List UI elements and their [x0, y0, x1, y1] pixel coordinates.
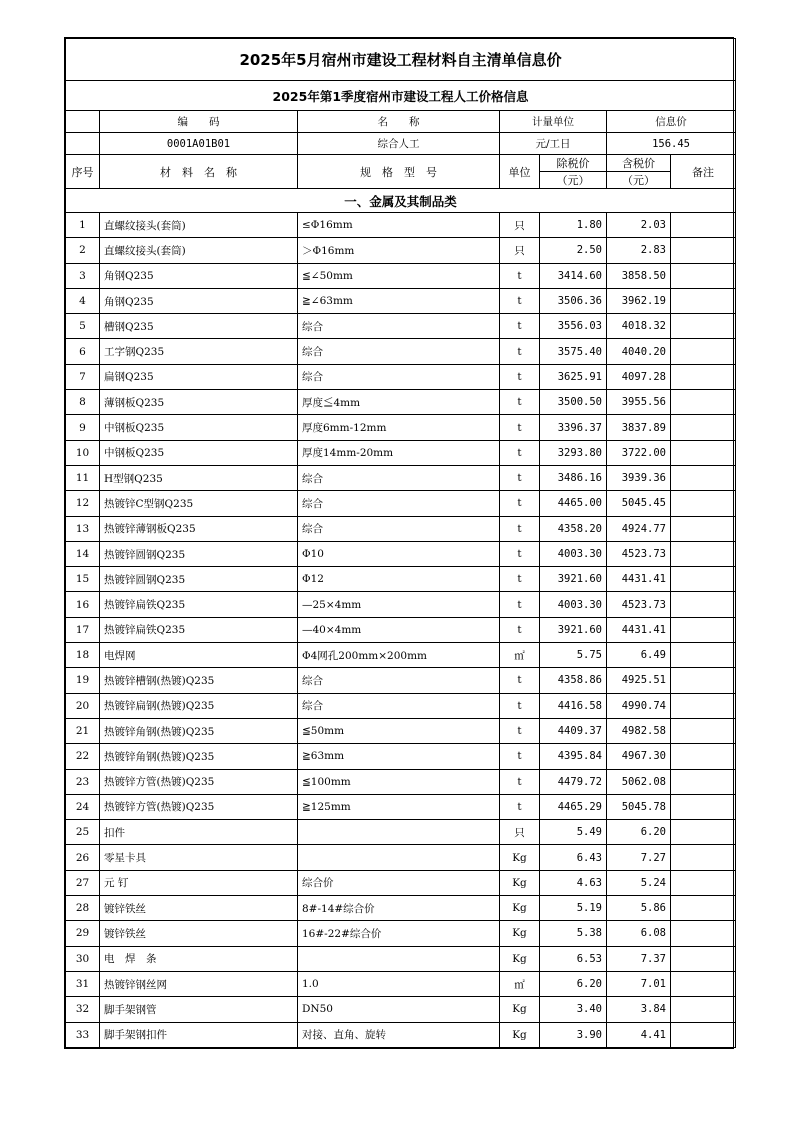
row-note [671, 263, 736, 288]
row-spec: Φ12 [298, 567, 500, 592]
row-note [671, 390, 736, 415]
row-in-tax-price: 6.08 [607, 921, 671, 946]
row-no: 31 [66, 971, 100, 996]
row-unit: t [500, 288, 540, 313]
row-unit: t [500, 769, 540, 794]
row-spec: 综合 [298, 465, 500, 490]
row-unit: ㎡ [500, 643, 540, 668]
row-unit: Kg [500, 896, 540, 921]
row-material-name: 槽钢Q235 [100, 314, 298, 339]
table-row [66, 314, 736, 339]
row-note [671, 921, 736, 946]
row-in-tax-price: 4523.73 [607, 541, 671, 566]
row-in-tax-price: 6.49 [607, 643, 671, 668]
row-spec [298, 820, 500, 845]
row-no: 14 [66, 541, 100, 566]
table-row [66, 946, 736, 971]
table-row [66, 668, 736, 693]
row-material-name: 电 焊 条 [100, 946, 298, 971]
row-unit: t [500, 668, 540, 693]
row-in-tax-price: 4982.58 [607, 718, 671, 743]
row-no: 12 [66, 491, 100, 516]
row-spec: DN50 [298, 997, 500, 1022]
row-spec: ≧63mm [298, 744, 500, 769]
row-ex-tax-price: 5.75 [540, 643, 607, 668]
row-in-tax-price: 7.27 [607, 845, 671, 870]
row-in-tax-price: 6.20 [607, 820, 671, 845]
row-spec: 厚度≦4mm [298, 390, 500, 415]
row-no: 21 [66, 718, 100, 743]
labor-name-header: 名 称 [298, 111, 500, 133]
row-no: 15 [66, 567, 100, 592]
category-title: 一、金属及其制品类 [66, 189, 736, 213]
row-material-name: 热镀锌扁钢(热镀)Q235 [100, 693, 298, 718]
row-note [671, 820, 736, 845]
row-note [671, 314, 736, 339]
row-in-tax-price: 3955.56 [607, 390, 671, 415]
table-row [66, 390, 736, 415]
row-in-tax-price: 3837.89 [607, 415, 671, 440]
row-unit: Kg [500, 845, 540, 870]
row-material-name: 中钢板Q235 [100, 415, 298, 440]
row-note [671, 946, 736, 971]
row-ex-tax-price: 3500.50 [540, 390, 607, 415]
row-ex-tax-price: 4465.29 [540, 794, 607, 819]
row-ex-tax-price: 1.80 [540, 213, 607, 238]
row-material-name: 热镀锌薄钢板Q235 [100, 516, 298, 541]
row-spec: ≦50mm [298, 718, 500, 743]
labor-price-header: 信息价 [607, 111, 736, 133]
table-row [66, 516, 736, 541]
row-unit: Kg [500, 921, 540, 946]
row-note [671, 997, 736, 1022]
row-no: 8 [66, 390, 100, 415]
row-in-tax-price: 5045.78 [607, 794, 671, 819]
row-in-tax-price: 3858.50 [607, 263, 671, 288]
row-material-name: 零星卡具 [100, 845, 298, 870]
row-material-name: 角钢Q235 [100, 288, 298, 313]
row-unit: t [500, 263, 540, 288]
row-in-tax-price: 4924.77 [607, 516, 671, 541]
row-material-name: 镀锌铁丝 [100, 921, 298, 946]
row-no: 17 [66, 617, 100, 642]
row-in-tax-price: 4431.41 [607, 567, 671, 592]
row-spec: ≦100mm [298, 769, 500, 794]
col-note-header: 备注 [671, 155, 736, 189]
row-in-tax-price: 5.86 [607, 896, 671, 921]
table-row [66, 213, 736, 238]
table-row [66, 567, 736, 592]
row-in-tax-price: 2.83 [607, 238, 671, 263]
row-material-name: 镀锌铁丝 [100, 896, 298, 921]
row-spec: —25×4mm [298, 592, 500, 617]
row-no: 28 [66, 896, 100, 921]
table-row [66, 820, 736, 845]
labor-price: 156.45 [607, 133, 736, 155]
row-ex-tax-price: 4003.30 [540, 541, 607, 566]
table-row [66, 693, 736, 718]
row-material-name: 脚手架钢管 [100, 997, 298, 1022]
row-in-tax-price: 4097.28 [607, 364, 671, 389]
row-no: 26 [66, 845, 100, 870]
page-title: 2025年5月宿州市建设工程材料自主清单信息价 [66, 39, 736, 81]
row-note [671, 516, 736, 541]
table-row [66, 997, 736, 1022]
row-material-name: 热镀锌圆钢Q235 [100, 567, 298, 592]
price-sheet [64, 37, 734, 1049]
table-row [66, 794, 736, 819]
row-ex-tax-price: 3506.36 [540, 288, 607, 313]
table-row [66, 896, 736, 921]
blank-cell [66, 133, 100, 155]
row-ex-tax-price: 6.53 [540, 946, 607, 971]
table-row [66, 440, 736, 465]
col-ex-tax-unit: （元） [540, 172, 607, 189]
row-in-tax-price: 3939.36 [607, 465, 671, 490]
row-note [671, 845, 736, 870]
row-ex-tax-price: 4416.58 [540, 693, 607, 718]
row-spec: 厚度6mm-12mm [298, 415, 500, 440]
table-row [66, 491, 736, 516]
row-material-name: 热镀锌方管(热镀)Q235 [100, 769, 298, 794]
row-no: 19 [66, 668, 100, 693]
row-unit: Kg [500, 870, 540, 895]
row-ex-tax-price: 6.20 [540, 971, 607, 996]
labor-section-title: 2025年第1季度宿州市建设工程人工价格信息 [66, 81, 736, 111]
row-in-tax-price: 4967.30 [607, 744, 671, 769]
row-spec: 厚度14mm-20mm [298, 440, 500, 465]
row-material-name: 脚手架钢扣件 [100, 1022, 298, 1047]
col-ex-tax-header: 除税价 [540, 155, 607, 172]
row-spec: ≤Φ16mm [298, 213, 500, 238]
row-no: 9 [66, 415, 100, 440]
row-note [671, 339, 736, 364]
row-unit: t [500, 465, 540, 490]
row-spec: 综合价 [298, 870, 500, 895]
row-spec [298, 946, 500, 971]
row-unit: t [500, 744, 540, 769]
row-ex-tax-price: 5.19 [540, 896, 607, 921]
row-note [671, 870, 736, 895]
row-note [671, 1022, 736, 1047]
row-spec: 综合 [298, 339, 500, 364]
row-ex-tax-price: 4409.37 [540, 718, 607, 743]
row-unit: Kg [500, 1022, 540, 1047]
table-row [66, 744, 736, 769]
row-spec: 8#-14#综合价 [298, 896, 500, 921]
row-ex-tax-price: 3293.80 [540, 440, 607, 465]
row-unit: 只 [500, 238, 540, 263]
row-unit: t [500, 541, 540, 566]
col-unit-header: 单位 [500, 155, 540, 189]
row-note [671, 617, 736, 642]
row-ex-tax-price: 3921.60 [540, 617, 607, 642]
row-unit: t [500, 592, 540, 617]
row-in-tax-price: 4431.41 [607, 617, 671, 642]
row-material-name: 热镀锌槽钢(热镀)Q235 [100, 668, 298, 693]
row-note [671, 769, 736, 794]
row-note [671, 491, 736, 516]
row-in-tax-price: 3722.00 [607, 440, 671, 465]
row-unit: t [500, 440, 540, 465]
row-note [671, 693, 736, 718]
row-unit: t [500, 794, 540, 819]
row-no: 22 [66, 744, 100, 769]
row-no: 2 [66, 238, 100, 263]
row-in-tax-price: 4523.73 [607, 592, 671, 617]
row-ex-tax-price: 3.90 [540, 1022, 607, 1047]
row-in-tax-price: 4990.74 [607, 693, 671, 718]
price-table [65, 38, 736, 1048]
row-ex-tax-price: 3486.16 [540, 465, 607, 490]
col-no-header: 序号 [66, 155, 100, 189]
table-row [66, 870, 736, 895]
row-unit: t [500, 567, 540, 592]
row-unit: t [500, 617, 540, 642]
row-unit: t [500, 364, 540, 389]
row-ex-tax-price: 4003.30 [540, 592, 607, 617]
row-material-name: 元 钉 [100, 870, 298, 895]
row-material-name: 直螺纹接头(套筒) [100, 213, 298, 238]
labor-code-header: 编 码 [100, 111, 298, 133]
row-material-name: 中钢板Q235 [100, 440, 298, 465]
row-ex-tax-price: 3556.03 [540, 314, 607, 339]
labor-code: 0001A01B01 [100, 133, 298, 155]
row-spec: 1.0 [298, 971, 500, 996]
row-material-name: 热镀锌C型钢Q235 [100, 491, 298, 516]
row-spec: 综合 [298, 314, 500, 339]
row-no: 27 [66, 870, 100, 895]
table-row [66, 971, 736, 996]
row-note [671, 213, 736, 238]
row-spec: 综合 [298, 693, 500, 718]
row-no: 25 [66, 820, 100, 845]
table-row [66, 238, 736, 263]
row-ex-tax-price: 4479.72 [540, 769, 607, 794]
row-ex-tax-price: 3.40 [540, 997, 607, 1022]
table-row [66, 465, 736, 490]
row-note [671, 238, 736, 263]
row-ex-tax-price: 5.38 [540, 921, 607, 946]
labor-unit-header: 计量单位 [500, 111, 607, 133]
row-note [671, 794, 736, 819]
row-ex-tax-price: 4395.84 [540, 744, 607, 769]
row-note [671, 668, 736, 693]
blank-cell [66, 111, 100, 133]
table-row [66, 541, 736, 566]
table-row [66, 263, 736, 288]
row-note [671, 541, 736, 566]
row-no: 20 [66, 693, 100, 718]
row-unit: t [500, 415, 540, 440]
table-row [66, 288, 736, 313]
row-material-name: 热镀锌扁铁Q235 [100, 592, 298, 617]
col-spec-header: 规 格 型 号 [298, 155, 500, 189]
row-in-tax-price: 3962.19 [607, 288, 671, 313]
row-unit: Kg [500, 997, 540, 1022]
row-material-name: 工字钢Q235 [100, 339, 298, 364]
row-in-tax-price: 3.84 [607, 997, 671, 1022]
row-note [671, 288, 736, 313]
row-ex-tax-price: 5.49 [540, 820, 607, 845]
row-ex-tax-price: 4.63 [540, 870, 607, 895]
row-note [671, 415, 736, 440]
row-no: 32 [66, 997, 100, 1022]
row-ex-tax-price: 4465.00 [540, 491, 607, 516]
row-note [671, 896, 736, 921]
table-row [66, 339, 736, 364]
col-material-header: 材 料 名 称 [100, 155, 298, 189]
row-ex-tax-price: 4358.20 [540, 516, 607, 541]
table-row [66, 415, 736, 440]
row-note [671, 744, 736, 769]
col-in-tax-header: 含税价 [607, 155, 671, 172]
row-unit: t [500, 491, 540, 516]
row-unit: 只 [500, 820, 540, 845]
row-material-name: 热镀锌扁铁Q235 [100, 617, 298, 642]
row-material-name: 热镀锌钢丝网 [100, 971, 298, 996]
row-in-tax-price: 4.41 [607, 1022, 671, 1047]
labor-name: 综合人工 [298, 133, 500, 155]
row-material-name: H型钢Q235 [100, 465, 298, 490]
row-spec: ＞Φ16mm [298, 238, 500, 263]
table-row [66, 718, 736, 743]
row-ex-tax-price: 4358.86 [540, 668, 607, 693]
row-in-tax-price: 4018.32 [607, 314, 671, 339]
row-material-name: 热镀锌角钢(热镀)Q235 [100, 744, 298, 769]
row-in-tax-price: 4040.20 [607, 339, 671, 364]
row-ex-tax-price: 3921.60 [540, 567, 607, 592]
row-no: 4 [66, 288, 100, 313]
row-unit: t [500, 718, 540, 743]
row-in-tax-price: 7.37 [607, 946, 671, 971]
row-spec: 综合 [298, 491, 500, 516]
row-material-name: 扁钢Q235 [100, 364, 298, 389]
row-material-name: 直螺纹接头(套筒) [100, 238, 298, 263]
row-in-tax-price: 7.01 [607, 971, 671, 996]
row-ex-tax-price: 2.50 [540, 238, 607, 263]
table-row [66, 921, 736, 946]
row-in-tax-price: 5062.08 [607, 769, 671, 794]
row-note [671, 643, 736, 668]
row-note [671, 465, 736, 490]
row-material-name: 热镀锌圆钢Q235 [100, 541, 298, 566]
row-material-name: 角钢Q235 [100, 263, 298, 288]
table-row [66, 643, 736, 668]
row-unit: t [500, 339, 540, 364]
row-note [671, 364, 736, 389]
table-row [66, 364, 736, 389]
row-in-tax-price: 5.24 [607, 870, 671, 895]
row-unit: ㎡ [500, 971, 540, 996]
row-spec: 16#-22#综合价 [298, 921, 500, 946]
row-spec [298, 845, 500, 870]
row-no: 11 [66, 465, 100, 490]
row-in-tax-price: 2.03 [607, 213, 671, 238]
col-in-tax-unit: （元） [607, 172, 671, 189]
row-note [671, 567, 736, 592]
row-no: 5 [66, 314, 100, 339]
row-spec: ≧∠63mm [298, 288, 500, 313]
row-ex-tax-price: 6.43 [540, 845, 607, 870]
row-no: 3 [66, 263, 100, 288]
labor-unit: 元/工日 [500, 133, 607, 155]
row-material-name: 热镀锌方管(热镀)Q235 [100, 794, 298, 819]
row-spec: Φ4网孔200mm×200mm [298, 643, 500, 668]
row-no: 7 [66, 364, 100, 389]
row-no: 1 [66, 213, 100, 238]
row-no: 29 [66, 921, 100, 946]
row-unit: t [500, 390, 540, 415]
row-ex-tax-price: 3625.91 [540, 364, 607, 389]
row-no: 24 [66, 794, 100, 819]
table-row [66, 769, 736, 794]
row-no: 6 [66, 339, 100, 364]
row-spec: 对接、直角、旋转 [298, 1022, 500, 1047]
row-material-name: 热镀锌角钢(热镀)Q235 [100, 718, 298, 743]
row-no: 13 [66, 516, 100, 541]
table-row [66, 1022, 736, 1047]
row-ex-tax-price: 3396.37 [540, 415, 607, 440]
row-note [671, 718, 736, 743]
row-no: 10 [66, 440, 100, 465]
row-no: 23 [66, 769, 100, 794]
row-ex-tax-price: 3414.60 [540, 263, 607, 288]
row-spec: 综合 [298, 516, 500, 541]
row-note [671, 440, 736, 465]
row-unit: t [500, 314, 540, 339]
table-row [66, 845, 736, 870]
row-ex-tax-price: 3575.40 [540, 339, 607, 364]
row-no: 16 [66, 592, 100, 617]
row-spec: 综合 [298, 364, 500, 389]
row-spec: —40×4mm [298, 617, 500, 642]
row-in-tax-price: 4925.51 [607, 668, 671, 693]
row-note [671, 971, 736, 996]
row-spec: ≦∠50mm [298, 263, 500, 288]
row-unit: 只 [500, 213, 540, 238]
row-no: 30 [66, 946, 100, 971]
row-spec: 综合 [298, 668, 500, 693]
row-in-tax-price: 5045.45 [607, 491, 671, 516]
table-row [66, 592, 736, 617]
row-unit: t [500, 516, 540, 541]
row-no: 33 [66, 1022, 100, 1047]
table-row [66, 617, 736, 642]
row-material-name: 电焊网 [100, 643, 298, 668]
row-unit: Kg [500, 946, 540, 971]
row-no: 18 [66, 643, 100, 668]
row-spec: ≧125mm [298, 794, 500, 819]
row-material-name: 扣件 [100, 820, 298, 845]
row-material-name: 薄钢板Q235 [100, 390, 298, 415]
row-unit: t [500, 693, 540, 718]
row-note [671, 592, 736, 617]
row-spec: Φ10 [298, 541, 500, 566]
